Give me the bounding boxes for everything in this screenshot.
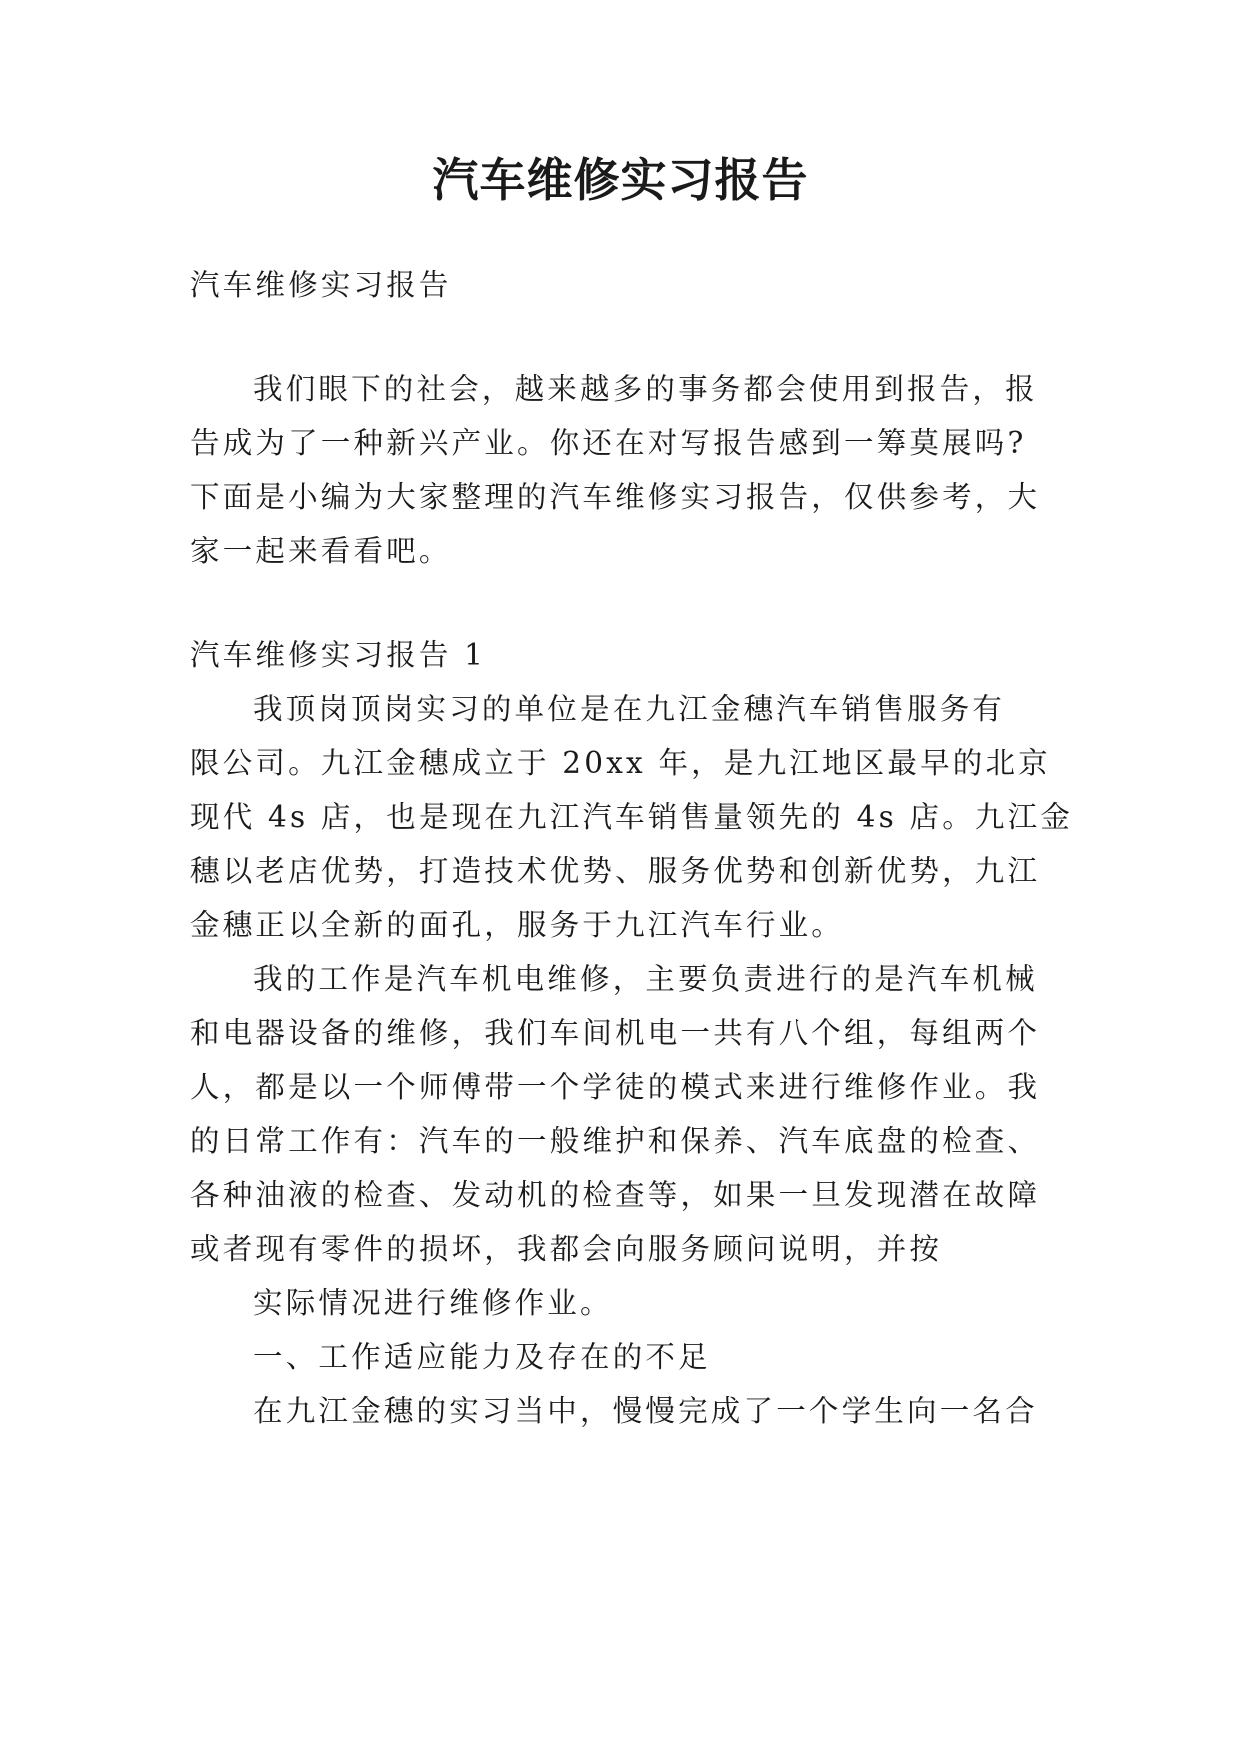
paragraph-line: 现代 4s 店，也是现在九江汽车销售量领先的 4s 店。九江金 <box>190 800 1074 834</box>
paragraph-line: 穗以老店优势，打造技术优势、服务优势和创新优势，九江 <box>190 854 1041 888</box>
paragraph-line: 限公司。九江金穗成立于 20xx 年，是九江地区最早的北京 <box>190 746 1051 780</box>
paragraph-line: 和电器设备的维修，我们车间机电一共有八个组，每组两个 <box>190 1016 1041 1050</box>
paragraph-line: 的日常工作有：汽车的一般维护和保养、汽车底盘的检查、 <box>190 1124 1041 1158</box>
intro-line: 家一起来看看吧。 <box>190 534 452 568</box>
paragraph-line: 金穗正以全新的面孔，服务于九江汽车行业。 <box>190 908 845 942</box>
section-heading: 汽车维修实习报告 1 <box>190 638 487 672</box>
paragraph-line: 我的工作是汽车机电维修，主要负责进行的是汽车机械 <box>253 962 1038 996</box>
paragraph-line: 在九江金穗的实习当中，慢慢完成了一个学生向一名合 <box>253 1394 1038 1428</box>
paragraph-line: 我顶岗顶岗实习的单位是在九江金穗汽车销售服务有 <box>253 692 1006 726</box>
document-subtitle: 汽车维修实习报告 <box>190 268 452 302</box>
intro-line: 我们眼下的社会，越来越多的事务都会使用到报告，报 <box>253 372 1038 406</box>
paragraph-line: 或者现有零件的损坏，我都会向服务顾问说明，并按 <box>190 1232 943 1266</box>
intro-line: 下面是小编为大家整理的汽车维修实习报告，仅供参考，大 <box>190 480 1041 514</box>
intro-line: 告成为了一种新兴产业。你还在对写报告感到一筹莫展吗? <box>190 426 1027 460</box>
subheading: 一、工作适应能力及存在的不足 <box>253 1340 711 1374</box>
paragraph-line: 人，都是以一个师傅带一个学徒的模式来进行维修作业。我 <box>190 1070 1041 1104</box>
paragraph-line: 实际情况进行维修作业。 <box>253 1286 613 1320</box>
document-title: 汽车维修实习报告 <box>432 153 809 207</box>
paragraph-line: 各种油液的检查、发动机的检查等，如果一旦发现潜在故障 <box>190 1178 1041 1212</box>
